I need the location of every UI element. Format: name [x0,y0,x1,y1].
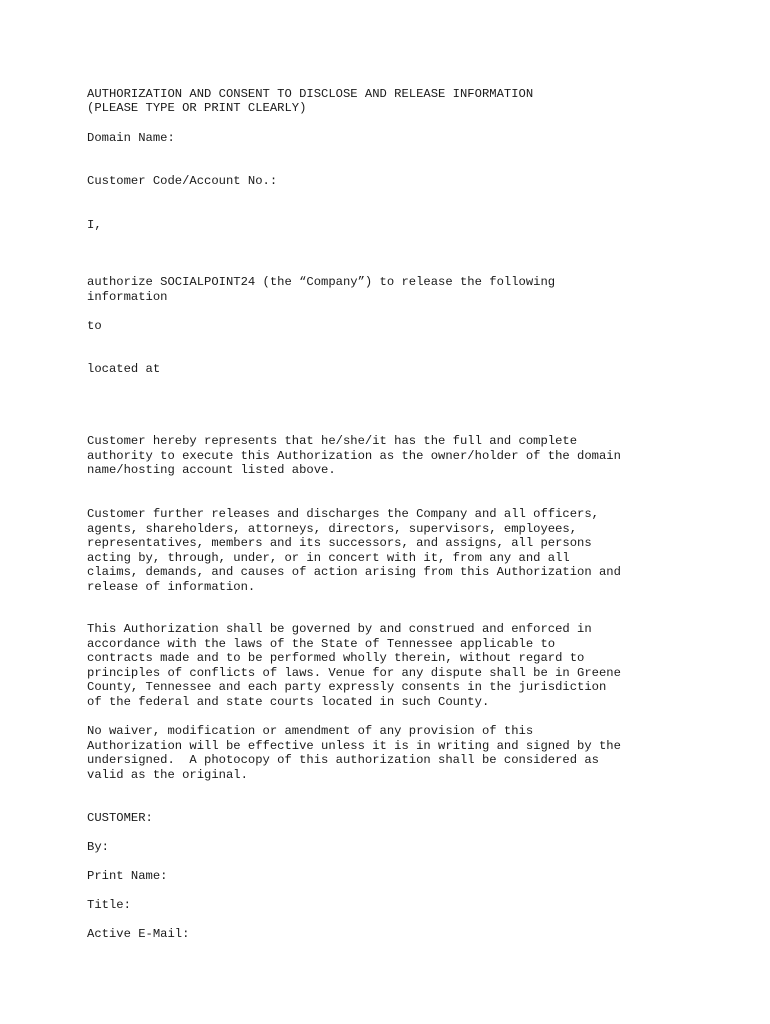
to-label: to [87,319,102,333]
document-title: AUTHORIZATION AND CONSENT TO DISCLOSE AND RELEASE INFORMATION [87,87,534,101]
customer-label: CUSTOMER: [87,811,153,825]
paragraph-releases: Customer further releases and discharges the Company and all officers, agents, shareholders, attorneys, directors, supervisors, employees, representatives, members and its successors, and assigns, all persons acting by, through, under, or in concert with it, from any and all claims, demands, and causes of action arising from this Authorization and release of information. [87,507,621,594]
paragraph-waiver: No waiver, modification or amendment of any provision of this Authorization will be effective unless it is in writing and signed by the undersigned. A photocopy of this authorization shall be considered as valid as the original. [87,724,621,782]
document-subtitle: (PLEASE TYPE OR PRINT CLEARLY) [87,101,307,115]
by-label: By: [87,840,109,854]
paragraph-governed: This Authorization shall be governed by and construed and enforced in accordance with the laws of the State of Tennessee applicable to contracts made and to be performed wholly therein, without regard to principles of conflicts of laws. Venue for any dispute shall be in Greene County, Tennessee and each party expressly consents in the jurisdiction of the federal and state courts located in such County. [87,622,621,709]
print-name-label: Print Name: [87,869,168,883]
i-label: I, [87,218,102,232]
located-at-label: located at [87,362,161,376]
paragraph-represents: Customer hereby represents that he/she/it has the full and complete authority to execute this Authorization as the owner/holder of the domain name/hosting account listed above. [87,434,621,477]
authorize-line-2: information [87,290,168,304]
title-label: Title: [87,898,131,912]
email-label: Active E-Mail: [87,927,190,941]
customer-code-label: Customer Code/Account No.: [87,174,278,188]
authorize-line-1: authorize SOCIALPOINT24 (the “Company”) to release the following [87,275,556,289]
domain-name-label: Domain Name: [87,131,175,145]
